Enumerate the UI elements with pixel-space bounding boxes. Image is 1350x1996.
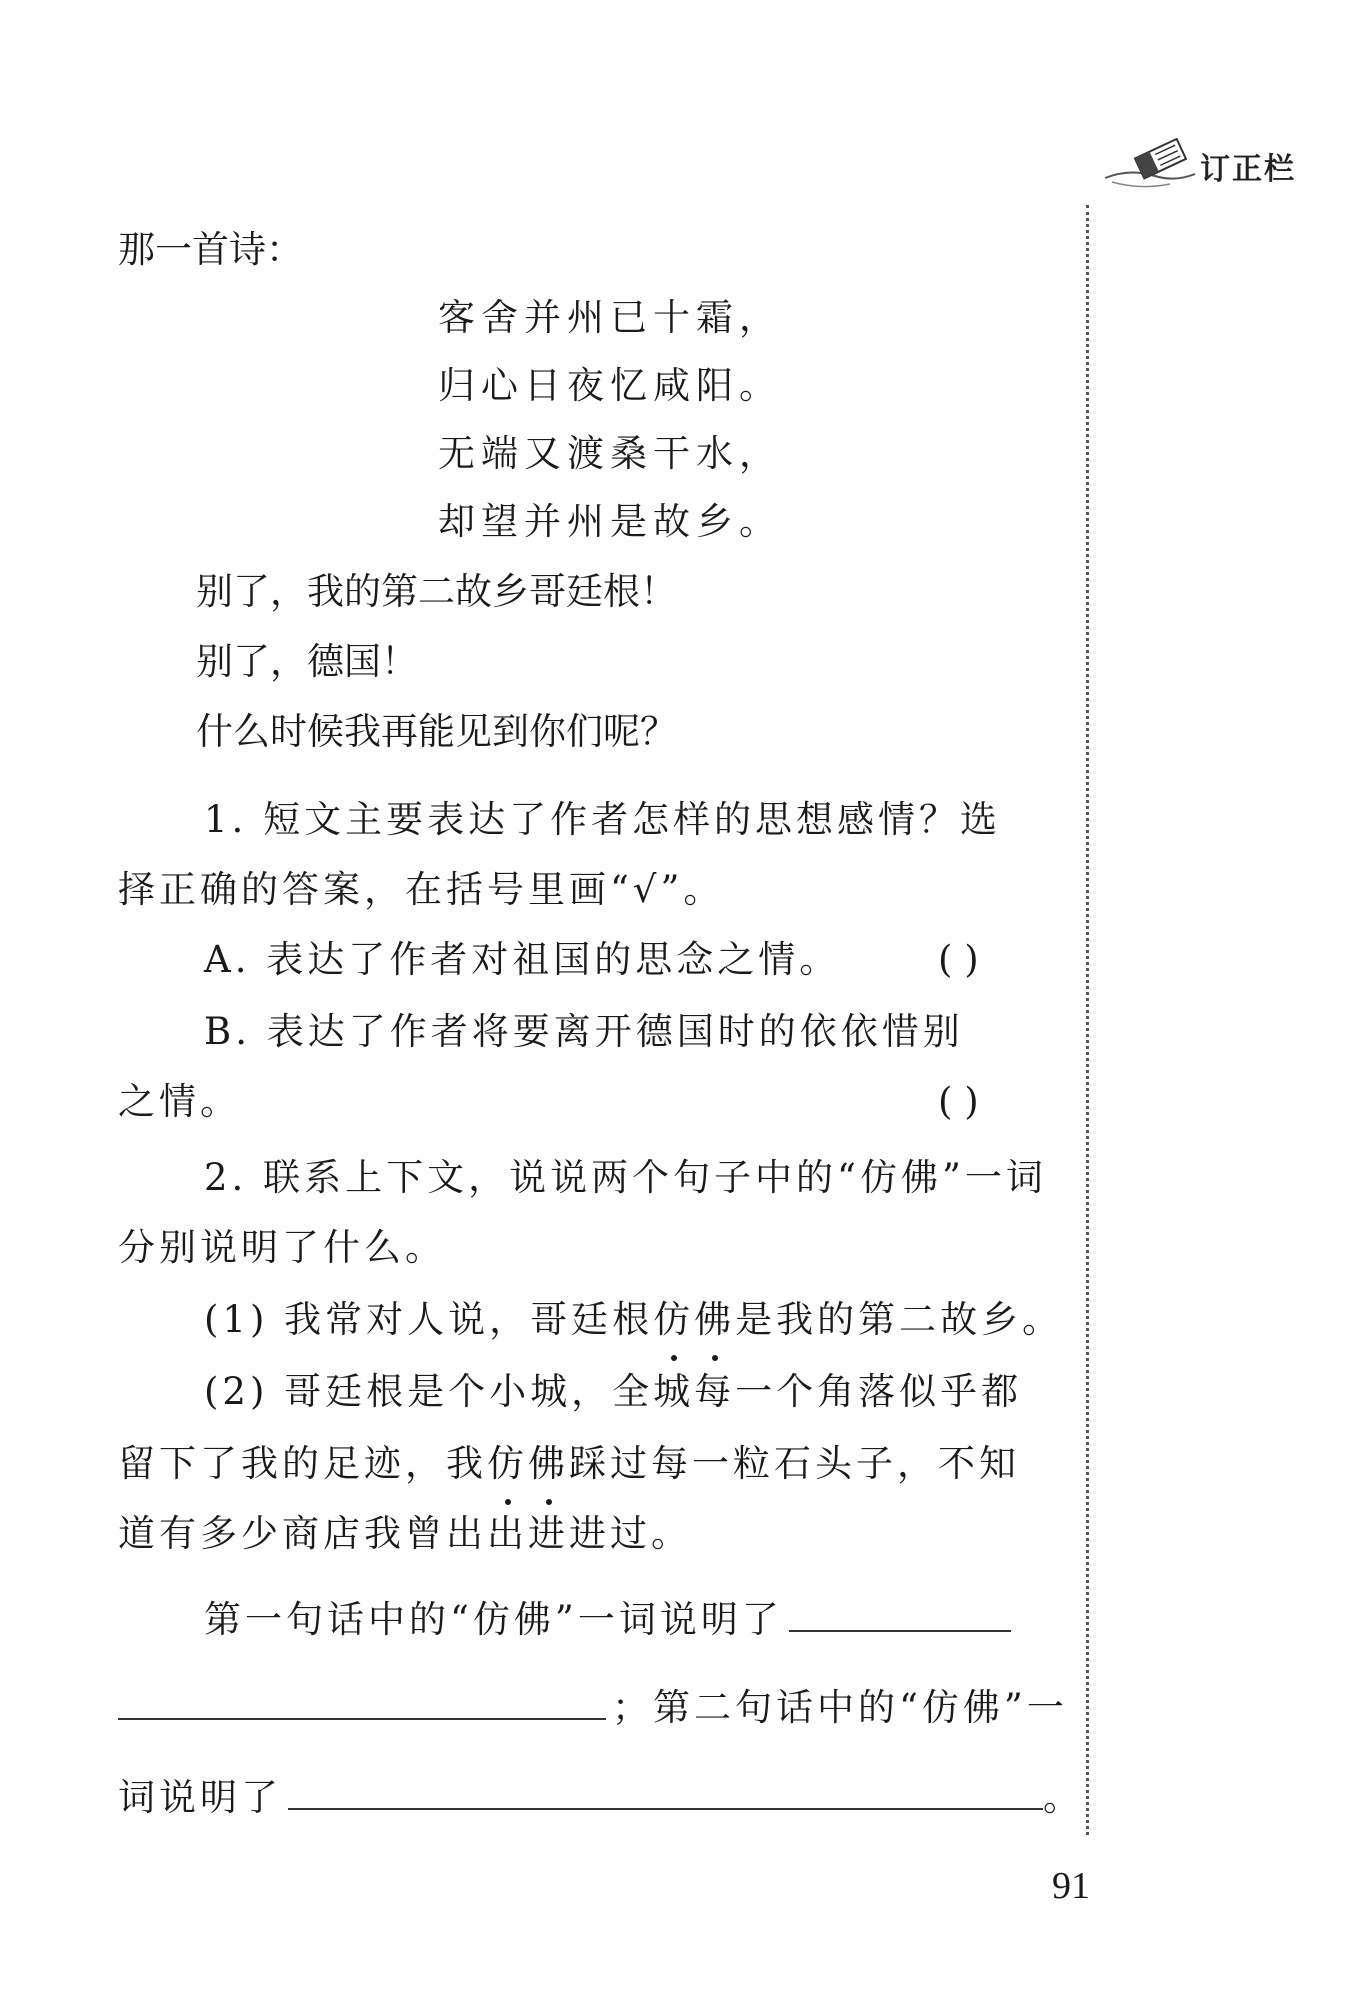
option-b-line-1: B. 表达了作者将要离开德国时的依依惜别 — [204, 1010, 964, 1053]
sentence-1 — [204, 1285, 1063, 1355]
sentence-2-line-3: 道有多少商店我曾出出进进过。 — [118, 1512, 692, 1555]
poem-line-2: 归心日夜忆咸阳。 — [438, 364, 782, 407]
sentence-1-start: (1) 我常对人说，哥廷根 — [204, 1298, 654, 1341]
emphasis-char: 仿 — [653, 1285, 694, 1355]
sentence-2-line-2 — [118, 1429, 1020, 1499]
option-b-line-2: 之情。 — [118, 1080, 241, 1123]
option-a-answer-parens[interactable]: ( ) — [938, 938, 979, 981]
option-b-answer-parens[interactable]: ( ) — [938, 1080, 979, 1123]
sentence-2-start: 留下了我的足迹，我 — [118, 1442, 487, 1485]
sentence-1-end: 是我的第二故乡。 — [735, 1298, 1064, 1341]
sentence-2-line-1: (2) 哥廷根是个小城，全城每一个角落似乎都 — [204, 1370, 1023, 1413]
pencil-eraser-icon — [1100, 138, 1200, 198]
fill-line-2 — [118, 1673, 1068, 1743]
fill-line-1 — [204, 1585, 1011, 1655]
emphasis-char: 佛 — [528, 1429, 569, 1499]
question-1-line-1: 1. 短文主要表达了作者怎样的思想感情？选 — [204, 798, 1002, 841]
question-2-line-1: 2. 联系上下文，说说两个句子中的“仿佛”一词 — [204, 1156, 1047, 1199]
answer-blank-2[interactable] — [118, 1688, 606, 1720]
fill-prompt-2: ；第二句话中的“仿佛”一 — [612, 1686, 1068, 1729]
sentence-2-end: 踩过每一粒石头子，不知 — [569, 1442, 1020, 1485]
correction-column-header — [1100, 138, 1320, 198]
fill-line-3 — [118, 1763, 1084, 1833]
farewell-line-2: 别了，德国！ — [196, 640, 418, 683]
page-number: 91 — [1052, 1865, 1090, 1907]
poem-line-1: 客舍并州已十霜， — [438, 296, 782, 339]
answer-blank-3[interactable] — [288, 1778, 1043, 1810]
question-1-line-2: 择正确的答案，在括号里画“√”。 — [118, 868, 725, 911]
emphasis-char: 仿 — [487, 1429, 528, 1499]
fill-end-mark: 。 — [1043, 1776, 1084, 1819]
fill-prompt-3: 词说明了 — [118, 1776, 282, 1819]
correction-column-divider — [1086, 205, 1089, 1835]
answer-blank-1[interactable] — [789, 1600, 1011, 1632]
correction-column-title: 订正栏 — [1200, 152, 1296, 187]
farewell-line-3: 什么时候我再能见到你们呢？ — [196, 710, 677, 753]
farewell-line-1: 别了，我的第二故乡哥廷根！ — [196, 570, 677, 613]
poem-line-4: 却望并州是故乡。 — [438, 500, 782, 543]
poem-intro: 那一首诗： — [118, 228, 303, 271]
fill-prompt-1: 第一句话中的“仿佛”一词说明了 — [204, 1598, 783, 1641]
question-2-line-2: 分别说明了什么。 — [118, 1226, 446, 1269]
option-a: A. 表达了作者对祖国的思念之情。 — [204, 938, 841, 981]
emphasis-char: 佛 — [694, 1285, 735, 1355]
poem-line-3: 无端又渡桑干水， — [438, 432, 782, 475]
